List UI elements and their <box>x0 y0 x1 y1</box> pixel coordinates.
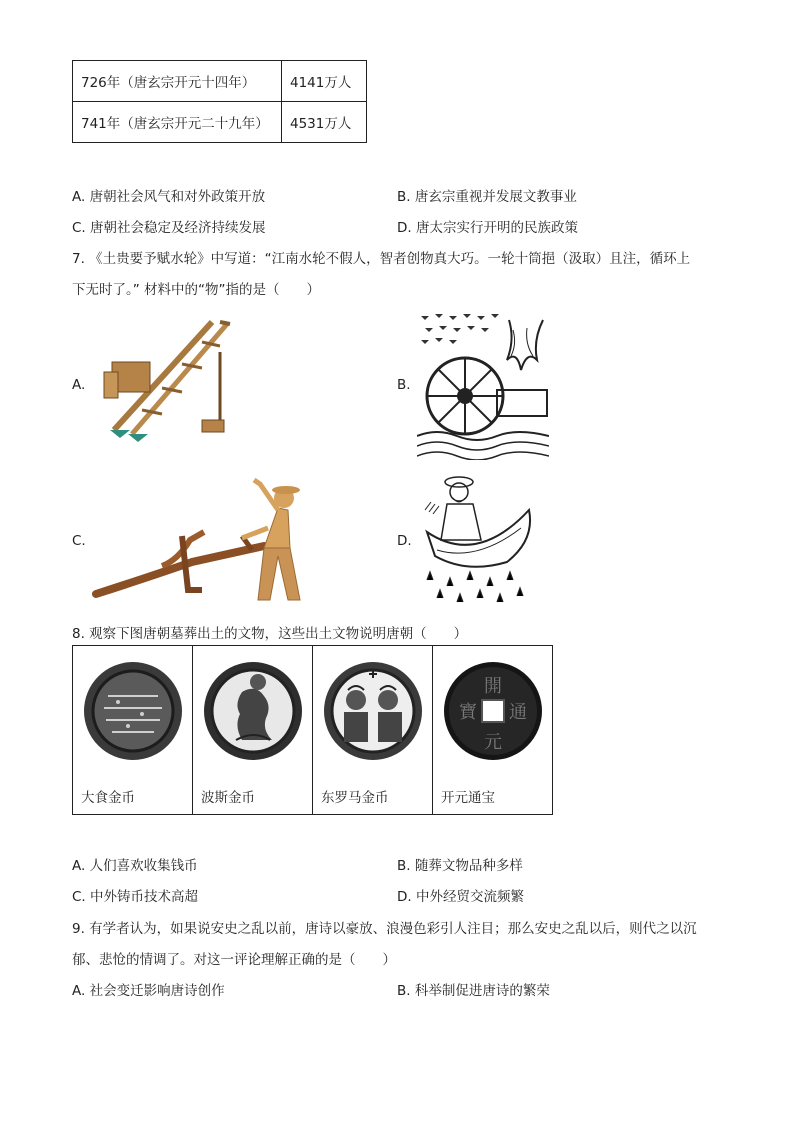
coin-cell-persian <box>193 646 313 815</box>
q7-label-b: B. <box>397 377 411 393</box>
q7-label-d: D. <box>397 533 412 549</box>
dragon-backbone-pump-image <box>92 312 242 446</box>
population-table <box>72 60 367 143</box>
q7-stem-line2: 下无时了。” 材料中的“物”指的是（ ） <box>72 282 321 298</box>
q8-option-c: C. 中外铸币技术高超 <box>72 889 199 905</box>
coin-label-byzantine: 东罗马金币 <box>321 790 389 806</box>
coin-table <box>72 645 553 815</box>
coin-cell-dashi <box>73 646 193 815</box>
q8-option-b: B. 随葬文物品种多样 <box>397 858 523 874</box>
kaiyuan-char-right: 通 <box>509 702 527 723</box>
seedling-boat-farmer-image <box>417 470 539 608</box>
kaiyuan-tongbao-coin-image <box>442 660 544 762</box>
table-cell-population: 4531万人 <box>282 102 367 143</box>
coin-cell-byzantine <box>313 646 433 815</box>
q9-option-a: A. 社会变迁影响唐诗创作 <box>72 983 225 999</box>
q9-stem-line2: 郁、悲怆的情调了。对这一评论理解正确的是（ ） <box>72 952 396 968</box>
coin-label-persian: 波斯金币 <box>201 790 255 806</box>
q7-label-a: A. <box>72 377 86 393</box>
q6-option-b: B. 唐玄宗重视并发展文教事业 <box>397 189 577 205</box>
q9-option-b: B. 科举制促进唐诗的繁荣 <box>397 983 550 999</box>
q6-option-c: C. 唐朝社会稳定及经济持续发展 <box>72 220 266 236</box>
q8-option-d: D. 中外经贸交流频繁 <box>397 889 524 905</box>
q7-stem-line1: 7. 《土贵要予赋水轮》中写道：“江南水轮不假人，智者创物真大巧。一轮十筒挹（汲取）且注，循环上 <box>72 251 691 267</box>
q7-label-c: C. <box>72 533 86 549</box>
ox-plough-farmer-image <box>92 476 314 610</box>
table-row <box>73 102 367 143</box>
persian-gold-coin-image <box>202 660 304 762</box>
q8-stem: 8. 观察下图唐朝墓葬出土的文物，这些出土文物说明唐朝（ ） <box>72 626 468 642</box>
kaiyuan-char-top: 開 <box>484 676 502 697</box>
q8-option-a: A. 人们喜欢收集钱币 <box>72 858 198 874</box>
q6-option-d: D. 唐太宗实行开明的民族政策 <box>397 220 578 236</box>
kaiyuan-char-bottom: 元 <box>484 732 502 753</box>
q9-stem-line1: 9. 有学者认为，如果说安史之乱以前，唐诗以豪放、浪漫色彩引人注目；那么安史之乱以后，则代之以沉 <box>72 921 697 937</box>
waterwheel-woodcut-image <box>417 310 549 460</box>
table-cell-population: 4141万人 <box>282 61 367 102</box>
table-cell-year: 741年（唐玄宗开元二十九年） <box>73 102 282 143</box>
coin-cell-kaiyuan <box>433 646 553 815</box>
q6-option-a: A. 唐朝社会风气和对外政策开放 <box>72 189 266 205</box>
coin-label-kaiyuan: 开元通宝 <box>441 790 495 806</box>
coin-label-dashi: 大食金币 <box>81 790 135 806</box>
table-cell-year: 726年（唐玄宗开元十四年） <box>73 61 282 102</box>
kaiyuan-char-left: 寶 <box>459 702 477 723</box>
table-row <box>73 61 367 102</box>
dashi-gold-coin-image <box>82 660 184 762</box>
byzantine-gold-coin-image <box>322 660 424 762</box>
